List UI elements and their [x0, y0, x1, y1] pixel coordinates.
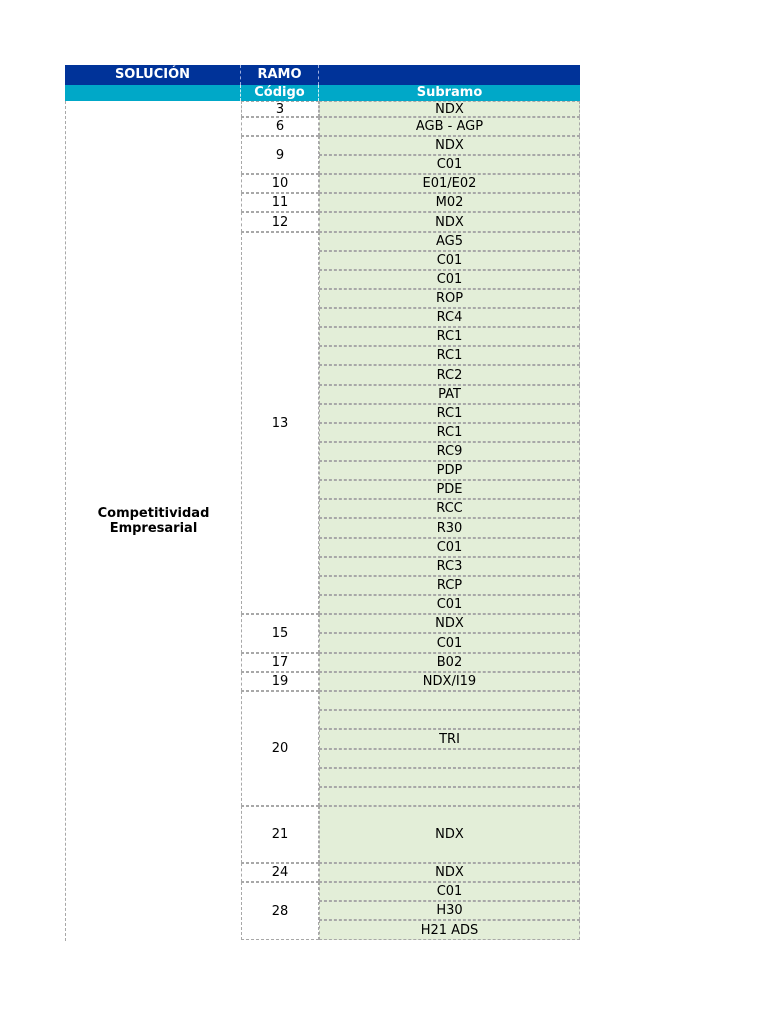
subramo-cell: TRI: [319, 729, 580, 749]
subramo-cell: [319, 787, 580, 806]
subramo-cell: NDX/I19: [319, 672, 580, 691]
codigo-cell: 24: [241, 863, 319, 882]
subramo-cell: NDX: [319, 136, 580, 155]
subramo-cell: RC4: [319, 308, 580, 327]
subramo-cell: C01: [319, 595, 580, 614]
subramo-cell: [319, 691, 580, 710]
subramo-cell: RC2: [319, 365, 580, 385]
codigo-cell: 11: [241, 193, 319, 212]
subramo-cell: NDX: [319, 212, 580, 232]
subramo-cell: [319, 768, 580, 787]
subramo-cell: H30: [319, 901, 580, 920]
subramo-cell: M02: [319, 193, 580, 212]
subramo-cell: E01/E02: [319, 174, 580, 193]
subheader-subramo: Subramo: [319, 85, 580, 101]
subramo-cell: RC9: [319, 442, 580, 461]
subramo-cell: B02: [319, 653, 580, 672]
subramo-cell: NDX: [319, 863, 580, 882]
solution-line-2: Empresarial: [109, 521, 198, 536]
codigo-cell: 28: [241, 882, 319, 940]
subramo-cell: RC1: [319, 404, 580, 423]
subramo-cell: C01: [319, 155, 580, 174]
subramo-cell: AG5: [319, 232, 580, 251]
subramo-cell: AGB - AGP: [319, 117, 580, 136]
subheader-codigo: Código: [241, 85, 319, 101]
codigo-cell: 21: [241, 806, 319, 863]
header-blank: [319, 65, 580, 85]
subramo-cell: NDX: [319, 806, 580, 863]
solution-cell: [65, 101, 241, 941]
subramo-cell: NDX: [319, 614, 580, 633]
codigo-cell: 9: [241, 136, 319, 174]
codigo-cell: 19: [241, 672, 319, 691]
codigo-cell: 13: [241, 232, 319, 614]
codigo-cell: 12: [241, 212, 319, 232]
subramo-cell: C01: [319, 633, 580, 653]
subramo-cell: [319, 749, 580, 768]
subramo-cell: [319, 710, 580, 729]
subramo-cell: RC1: [319, 346, 580, 365]
codigo-cell: 10: [241, 174, 319, 193]
codigo-cell: 6: [241, 117, 319, 136]
codigo-cell: 15: [241, 614, 319, 653]
subramo-cell: H21 ADS: [319, 920, 580, 940]
subramo-cell: RC3: [319, 557, 580, 576]
subheader-blank: [65, 85, 241, 101]
subramo-cell: PAT: [319, 385, 580, 404]
subramo-cell: RCC: [319, 499, 580, 518]
subramo-cell: R30: [319, 518, 580, 538]
codigo-cell: 20: [241, 691, 319, 806]
subramo-cell: RC1: [319, 327, 580, 346]
subramo-cell: C01: [319, 251, 580, 270]
header-ramo: RAMO: [241, 65, 319, 85]
codigo-cell: 3: [241, 101, 319, 117]
codigo-cell: 17: [241, 653, 319, 672]
solution-line-1: Competitividad: [97, 506, 210, 521]
subramo-cell: ROP: [319, 289, 580, 308]
subramo-cell: C01: [319, 882, 580, 901]
subramo-cell: NDX: [319, 101, 580, 117]
subramo-cell: PDE: [319, 480, 580, 499]
subramo-cell: C01: [319, 538, 580, 557]
subramo-cell: C01: [319, 270, 580, 289]
header-solucion: SOLUCIÓN: [65, 65, 241, 85]
subramo-cell: RC1: [319, 423, 580, 442]
subramo-cell: PDP: [319, 461, 580, 480]
subramo-cell: RCP: [319, 576, 580, 595]
